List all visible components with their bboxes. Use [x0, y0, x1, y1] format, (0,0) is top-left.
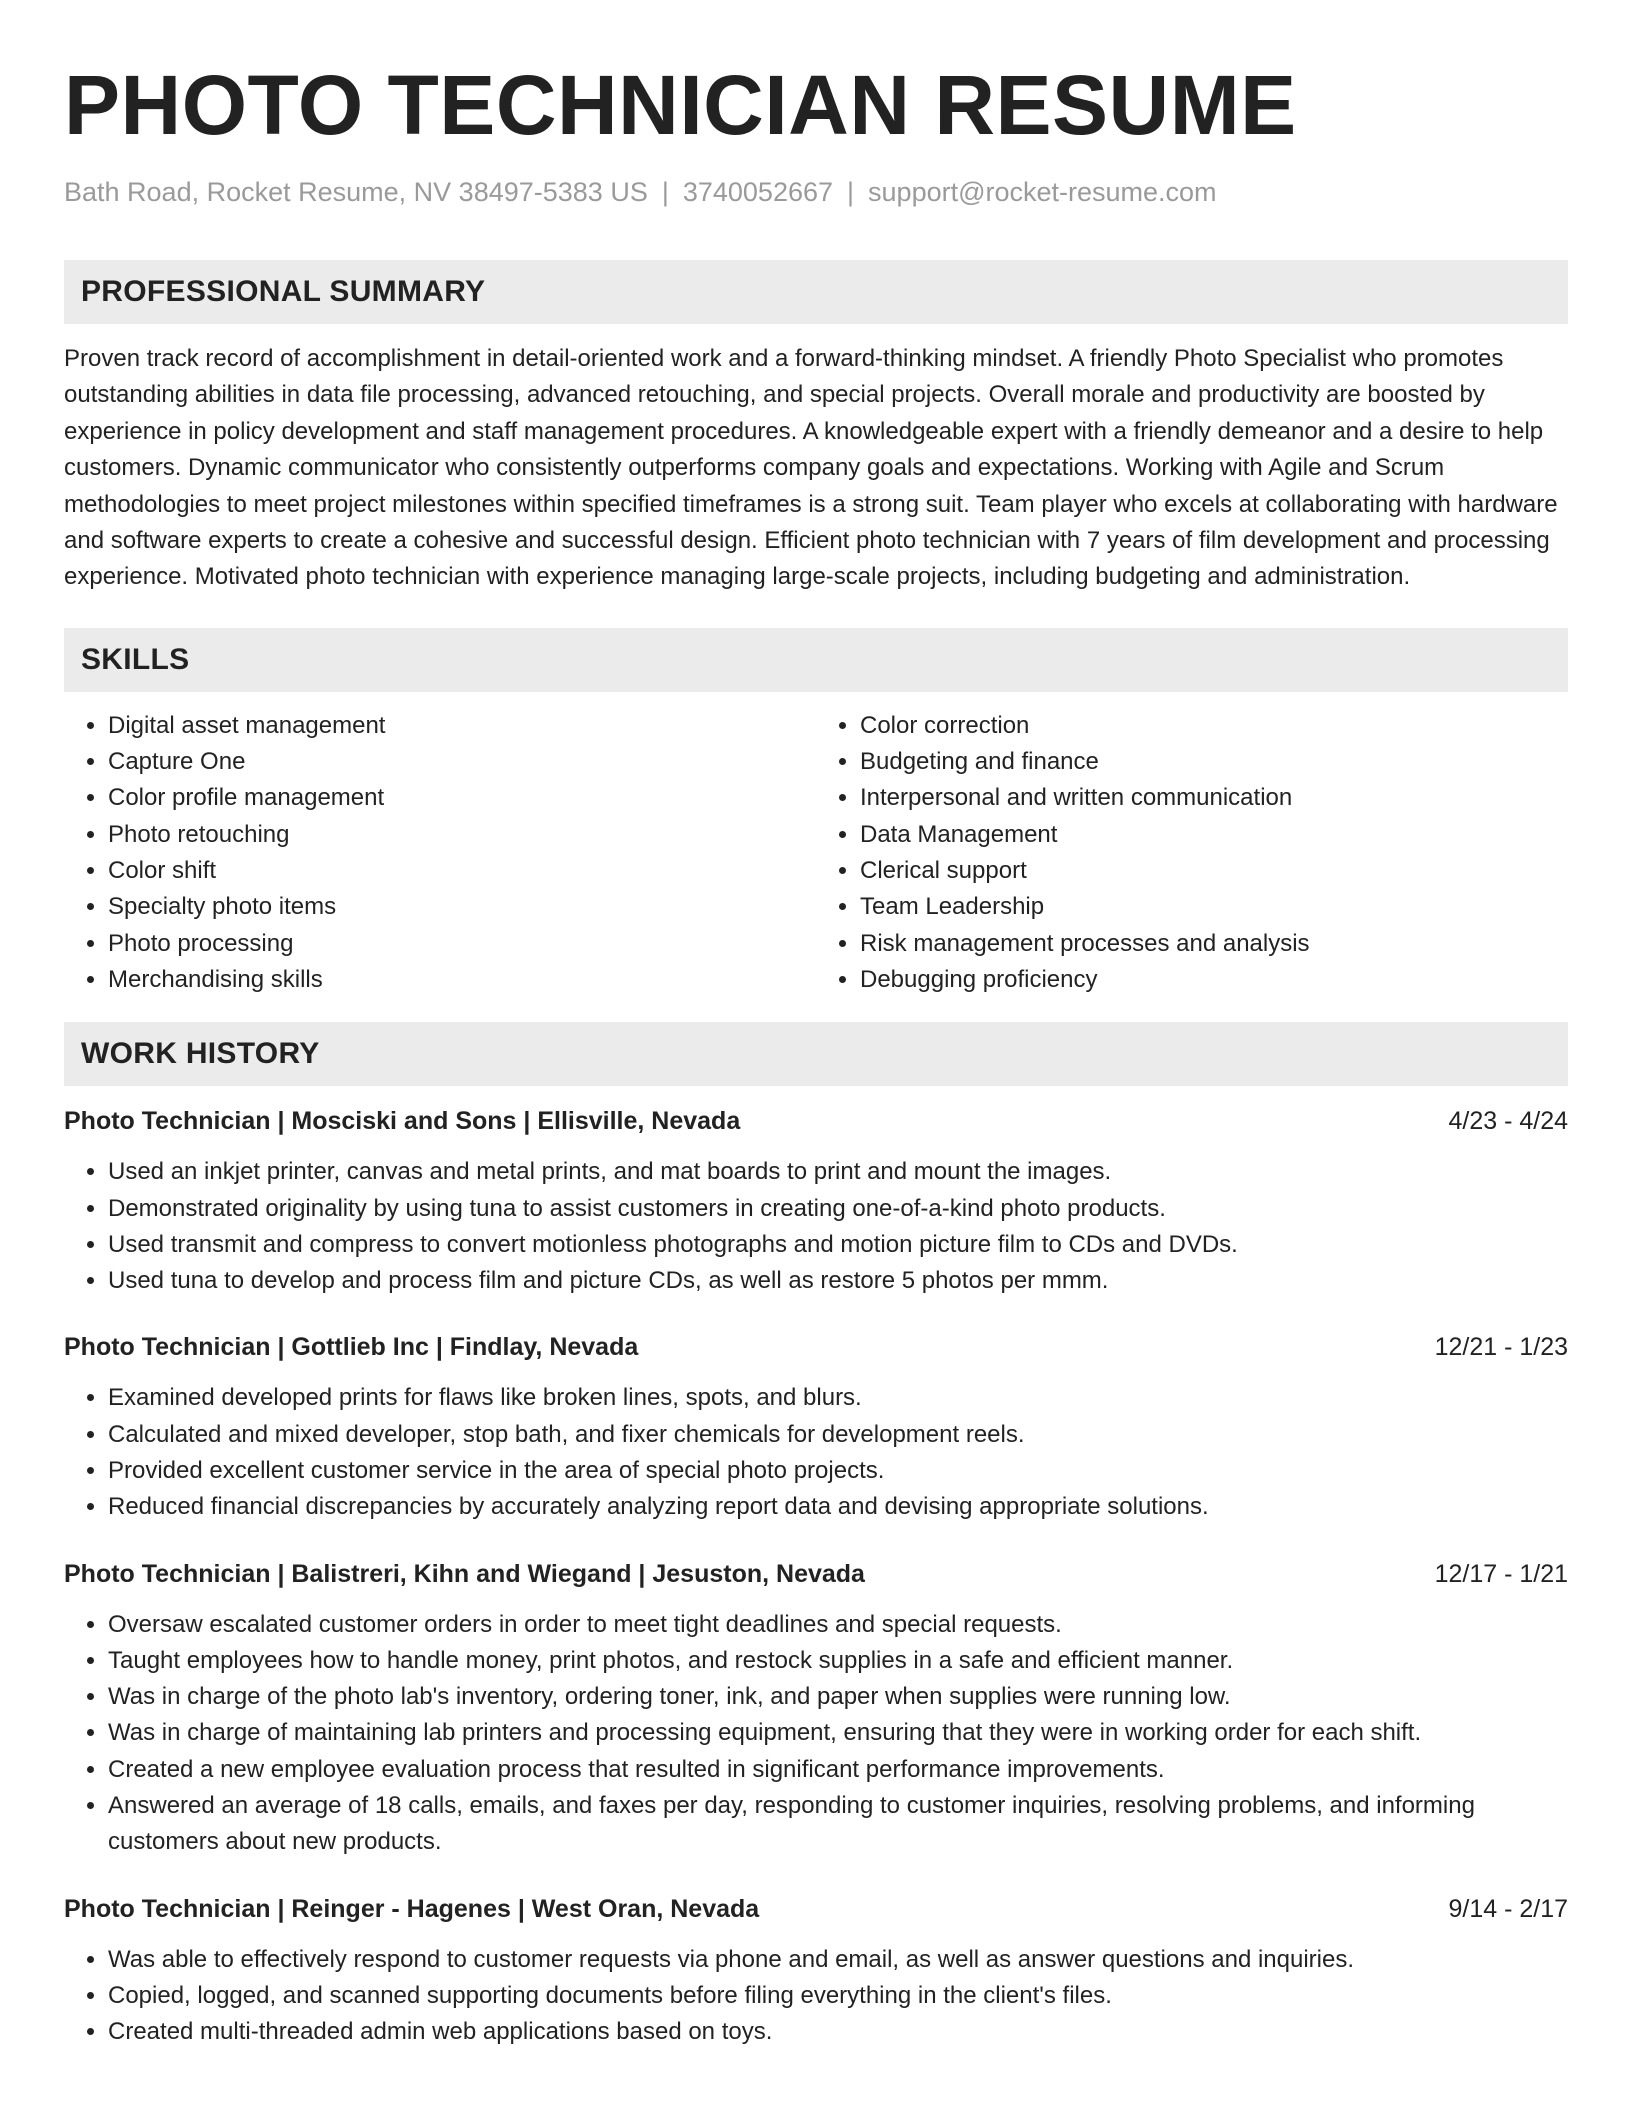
skill-item: • Debugging proficiency	[860, 962, 1568, 998]
job-dates: 9/14 - 2/17	[1448, 1894, 1568, 1923]
skill-item: • Merchandising skills	[108, 962, 816, 998]
job-bullet: • Was in charge of the photo lab's inventory, ordering toner, ink, and paper when supplies were running low.	[108, 1679, 1568, 1715]
skill-item: • Interpersonal and written communication	[860, 780, 1568, 816]
summary-text: Proven track record of accomplishment in detail-oriented work and a forward-thinking mindset. A friendly Photo Specialist who promotes outstanding abilities in data file processing, advanced retouching, and special projects. Overall morale and productivity are boosted by experience in policy development and staff management procedures. A knowledgeable expert with a friendly demeanor and a desire to help customers. Dynamic communicator who consistently outperforms company goals and expectations. Working with Agile and Scrum methodologies to meet project milestones within specified timeframes is a strong suit. Team player who excels at collaborating with hardware and software experts to create a cohesive and successful design. Efficient photo technician with 7 years of film development and processing experience. Motivated photo technician with experience managing large-scale projects, including budgeting and administration.	[64, 345, 1558, 591]
job-dates: 4/23 - 4/24	[1448, 1107, 1568, 1136]
section-header-work-history: WORK HISTORY	[64, 1022, 1568, 1086]
job-bullet: • Demonstrated originality by using tuna to assist customers in creating one-of-a-kind photo products.	[108, 1191, 1568, 1227]
job-entry	[64, 1105, 1568, 1299]
job-bullet: • Oversaw escalated customer orders in order to meet tight deadlines and special requests.	[108, 1607, 1568, 1643]
job-bullets	[64, 1942, 1568, 2051]
skill-item: • Color correction	[860, 708, 1568, 744]
contact-separator: |	[661, 177, 669, 207]
skill-item: • Photo processing	[108, 926, 816, 962]
skill-item: • Clerical support	[860, 853, 1568, 889]
skill-item: • Color profile management	[108, 780, 816, 816]
section-header-summary: PROFESSIONAL SUMMARY	[64, 260, 1568, 324]
skill-item: • Capture One	[108, 744, 816, 780]
job-bullet: • Created multi-threaded admin web applications based on toys.	[108, 2014, 1568, 2050]
section-header-skills: SKILLS	[64, 628, 1568, 692]
contact-separator: |	[847, 177, 855, 207]
job-dates: 12/17 - 1/21	[1434, 1559, 1568, 1588]
job-bullet: • Examined developed prints for flaws like broken lines, spots, and blurs.	[108, 1380, 1568, 1416]
job-bullets	[64, 1154, 1568, 1299]
job-bullet: • Answered an average of 18 calls, emails, and faxes per day, responding to customer inquiries, resolving problems, and informing customers about new products.	[108, 1788, 1568, 1861]
job-entry	[64, 1558, 1568, 1861]
job-bullet: • Was able to effectively respond to customer requests via phone and email, as well as answer questions and inquiries.	[108, 1942, 1568, 1978]
job-bullet: • Taught employees how to handle money, print photos, and restock supplies in a safe and efficient manner.	[108, 1643, 1568, 1679]
job-bullet: • Reduced financial discrepancies by accurately analyzing report data and devising appropriate solutions.	[108, 1489, 1568, 1525]
job-dates: 12/21 - 1/23	[1434, 1333, 1568, 1362]
job-bullet: • Copied, logged, and scanned supporting documents before filing everything in the client's files.	[108, 1978, 1568, 2014]
job-title: Photo Technician | Balistreri, Kihn and Wiegand | Jesuston, Nevada	[64, 1559, 865, 1588]
skill-item: • Specialty photo items	[108, 889, 816, 925]
job-header	[64, 1105, 1568, 1137]
page-title: PHOTO TECHNICIAN RESUME	[64, 58, 1297, 152]
job-header	[64, 1893, 1568, 1925]
job-bullet: • Used tuna to develop and process film and picture CDs, as well as restore 5 photos per mmm.	[108, 1263, 1568, 1299]
contact-email: support@rocket-resume.com	[868, 177, 1217, 207]
job-bullets	[64, 1607, 1568, 1861]
job-header	[64, 1558, 1568, 1590]
job-header	[64, 1331, 1568, 1363]
work-history-list	[64, 1105, 1568, 2050]
job-bullets	[64, 1380, 1568, 1525]
job-title: Photo Technician | Gottlieb Inc | Findlay, Nevada	[64, 1333, 639, 1362]
job-bullet: • Used transmit and compress to convert motionless photographs and motion picture film to CDs and DVDs.	[108, 1227, 1568, 1263]
skills-column-right	[816, 708, 1568, 998]
contact-line	[64, 176, 1568, 208]
job-entry	[64, 1331, 1568, 1525]
skills-list	[64, 708, 1568, 998]
skill-item: • Budgeting and finance	[860, 744, 1568, 780]
job-title: Photo Technician | Reinger - Hagenes | West Oran, Nevada	[64, 1894, 760, 1923]
skill-item: • Risk management processes and analysis	[860, 926, 1568, 962]
skill-item: • Photo retouching	[108, 817, 816, 853]
skills-column-left	[64, 708, 816, 998]
contact-address: Bath Road, Rocket Resume, NV 38497-5383 US	[64, 177, 648, 207]
skill-item: • Data Management	[860, 817, 1568, 853]
skill-item: • Team Leadership	[860, 889, 1568, 925]
job-bullet: • Was in charge of maintaining lab printers and processing equipment, ensuring that they were in working order for each shift.	[108, 1715, 1568, 1751]
job-bullet: • Used an inkjet printer, canvas and metal prints, and mat boards to print and mount the images.	[108, 1154, 1568, 1190]
contact-phone: 3740052667	[682, 177, 834, 207]
job-entry	[64, 1893, 1568, 2051]
job-title: Photo Technician | Mosciski and Sons | Ellisville, Nevada	[64, 1107, 741, 1136]
skill-item: • Digital asset management	[108, 708, 816, 744]
job-bullet: • Calculated and mixed developer, stop bath, and fixer chemicals for development reels.	[108, 1417, 1568, 1453]
skill-item: • Color shift	[108, 853, 816, 889]
job-bullet: • Created a new employee evaluation process that resulted in significant performance improvements.	[108, 1752, 1568, 1788]
job-bullet: • Provided excellent customer service in the area of special photo projects.	[108, 1453, 1568, 1489]
